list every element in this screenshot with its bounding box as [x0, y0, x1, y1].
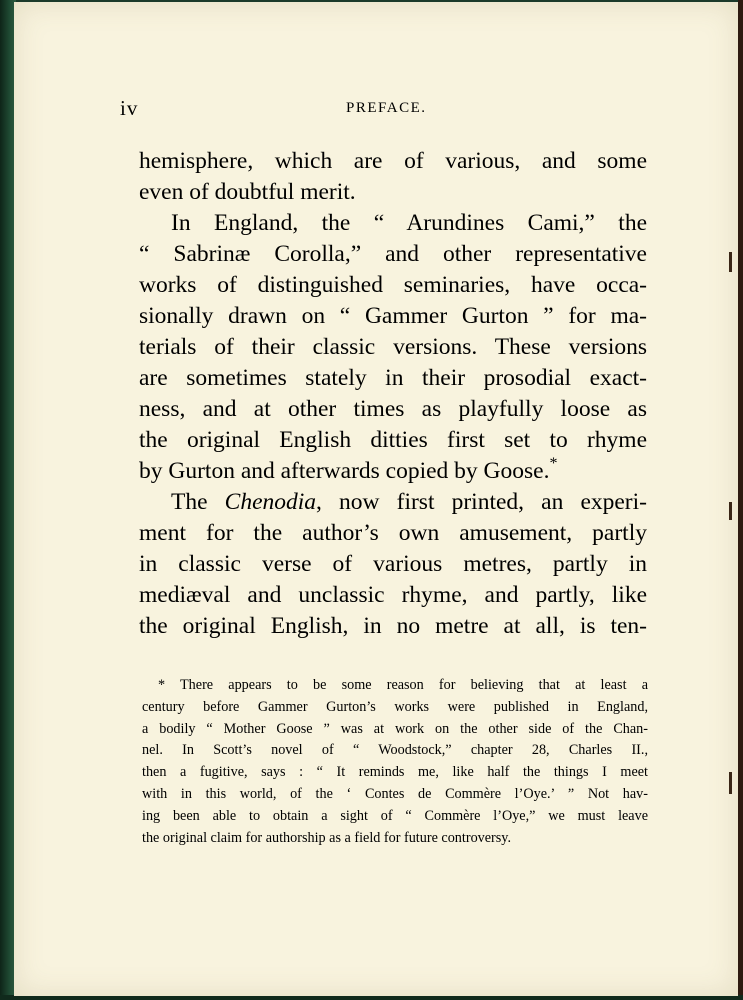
page-number: iv — [120, 96, 139, 120]
body-line: works of distinguished seminaries, have occa- — [139, 272, 647, 298]
body-line — [139, 456, 647, 487]
body-line: In England, the “ Arundines Cami,” the — [171, 210, 647, 236]
page-edge-mark — [729, 772, 732, 794]
page-edge-mark — [729, 502, 732, 520]
footnote-line: the original claim for authorship as a field for future controversy. — [142, 829, 512, 846]
footnote-line: ing been able to obtain a sight of “ Commère l’Oye,” we must leave — [142, 807, 648, 824]
footnote-line: with in this world, of the ‘ Contes de Commère l’Oye.’ ” Not hav- — [142, 785, 648, 802]
footnote-line: century before Gammer Gurton’s works were published in England, — [142, 698, 648, 715]
footnote — [142, 675, 648, 849]
body-line: the original English ditties first set to rhyme — [139, 427, 647, 453]
body-line: terials of their classic versions. These versions — [139, 334, 647, 360]
body-text — [139, 146, 647, 642]
running-head: PREFACE. — [346, 100, 427, 116]
body-line: are sometimes stately in their prosodial exact- — [139, 365, 647, 391]
footnote-line: * There appears to be some reason for believing that at least a — [158, 677, 648, 693]
body-line: even of doubtful merit. — [139, 179, 356, 205]
book-edge-right — [738, 0, 743, 1000]
body-line-text: The — [171, 489, 225, 515]
body-line: mediæval and unclassic rhyme, and partly, like — [139, 582, 647, 608]
footnote-line: a bodily “ Mother Goose ” was at work on the other side of the Chan- — [142, 720, 648, 737]
body-line-text: by Gurton and afterwards copied by Goose. — [139, 458, 550, 484]
body-line: the original English, in no metre at all, is ten- — [139, 613, 647, 639]
body-line: ness, and at other times as playfully loose as — [139, 396, 647, 422]
footnote-line: then a fugitive, says : “ It reminds me, like half the things I meet — [142, 764, 648, 781]
footnote-line: nel. In Scott’s novel of “ Woodstock,” chapter 28, Charles II., — [142, 742, 648, 759]
body-line — [139, 487, 647, 518]
body-line: sionally drawn on “ Gammer Gurton ” for ma- — [139, 303, 647, 329]
book-title-chenodia: Chenodia — [224, 489, 317, 515]
footnote-reference-mark: * — [549, 455, 558, 472]
body-line: in classic verse of various metres, partly in — [139, 551, 647, 577]
body-line: “ Sabrinæ Corolla,” and other representative — [139, 241, 647, 267]
page-edge-mark — [729, 252, 732, 272]
page-header — [120, 96, 640, 126]
body-line: ment for the author’s own amusement, partly — [139, 520, 647, 546]
body-line: hemisphere, which are of various, and some — [139, 148, 647, 174]
body-line-text: , now first printed, an experi- — [316, 489, 647, 515]
